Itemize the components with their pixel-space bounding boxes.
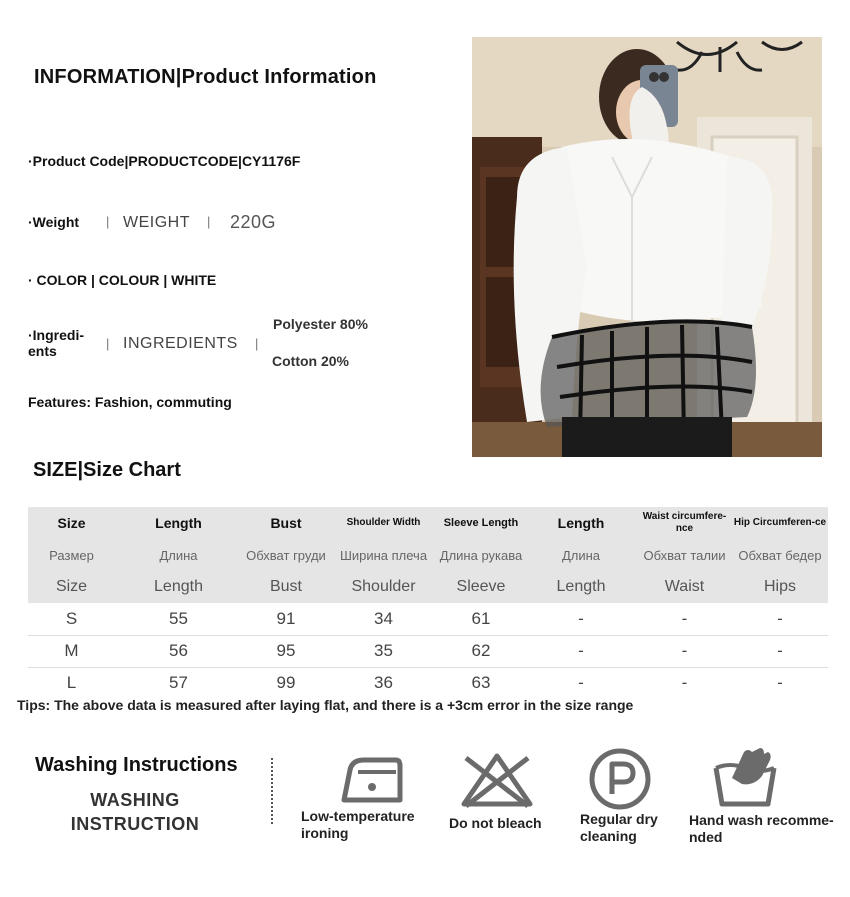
table-cell: 55 [115,603,242,635]
header-cell: Размер [28,539,115,571]
table-cell: 61 [437,603,525,635]
header-cell: Hips [732,571,828,603]
header-cell: Length [525,507,637,539]
ingredients-word: INGREDIENTS [123,335,238,352]
table-cell: - [578,673,584,693]
dry-clean-icon [587,746,657,806]
product-photo [472,37,822,457]
header-cell: Обхват груди [242,539,330,571]
header-cell: Shoulder Width [330,507,437,539]
washing-subtitle: WASHING [90,790,180,810]
weight-value: 220G [230,212,277,232]
table-cell: S [28,603,115,635]
product-code: ·Product Code|PRODUCTCODE|CY1176F [28,153,301,169]
table-cell: - [525,635,637,667]
table-cell: 34 [330,603,437,635]
weight-separator: | [207,214,211,229]
header-cell: Sleeve [437,571,525,603]
wash-label-line: nded [689,829,723,845]
header-cell: Длина [115,539,242,571]
wash-label-line: Regular dry [580,811,658,827]
color-line: · COLOR | COLOUR | WHITE [28,272,217,288]
header-cell: Bust [242,571,330,603]
header-cell: Длина рукава [437,539,525,571]
wash-label-line: Low-temperature [301,808,415,824]
header-cell: Sleeve Length [437,507,525,539]
table-cell: - [732,635,828,667]
header-cell: Length [115,507,242,539]
table-cell: L [66,673,77,693]
header-cell: Обхват бедер [732,539,828,571]
table-cell: 57 [169,673,188,693]
no-bleach-icon [460,750,530,810]
ingredient-polyester: Polyester 80% [273,316,368,332]
wash-label-line: Do not bleach [449,815,542,831]
table-cell: - [681,673,688,693]
table-cell: 99 [276,673,296,693]
wash-label-iron [301,808,415,842]
header-cell: Обхват талии [637,539,732,571]
header-cell: Length [115,571,242,603]
wash-label-line: cleaning [580,828,637,844]
header-cell: Длина [525,539,637,571]
washing-title: Washing Instructions [35,754,238,776]
table-cell: - [732,603,828,635]
info-title: INFORMATION|Product Information [34,66,377,88]
wash-label-line: ironing [301,825,349,841]
washing-subtitle: INSTRUCTION [70,814,200,834]
header-cell: Hip Circumferen-ce [732,507,828,539]
hand-wash-icon [712,746,782,806]
header-row-ru [28,539,828,571]
header-row-en [28,507,828,539]
features-line: Features: Fashion, commuting [28,394,232,410]
size-chart-title: SIZE|Size Chart [33,459,181,481]
wash-label-dry-clean [580,811,658,845]
table-row [28,667,828,699]
table-cell: 62 [437,635,525,667]
divider [271,758,273,824]
ingredient-cotton: Cotton 20% [272,353,349,369]
table-row [28,603,828,635]
ingredients-label: ·Ingredi-ents [28,327,84,359]
table-cell: 95 [242,635,330,667]
wash-label-line: Hand wash recomme- [689,812,834,828]
table-cell: 91 [242,603,330,635]
table-cell: 35 [330,635,437,667]
size-chart-table [28,507,828,699]
weight-word: WEIGHT [123,214,190,231]
wash-label-no-bleach [449,815,542,832]
weight-separator: | [106,214,110,229]
table-cell: - [777,673,783,693]
header-cell: Bust [242,507,330,539]
header-cell: Waist circumfere-nce [637,507,732,539]
wash-label-hand-wash [689,812,834,846]
header-cell: Size [28,571,115,603]
weight-label: ·Weight [28,214,80,230]
header-cell: Size [28,507,115,539]
table-cell: - [525,603,637,635]
table-cell: - [637,603,732,635]
header-cell: Length [525,571,637,603]
table-cell: 63 [471,673,491,693]
header-row-short [28,571,828,603]
header-cell: Shoulder [330,571,437,603]
iron-icon [336,752,406,812]
ingredients-separator: | [106,336,110,351]
table-row [28,635,828,667]
header-cell: Waist [637,571,732,603]
ingredients-separator: | [255,336,259,351]
header-cell: Ширина плеча [330,539,437,571]
table-cell: M [28,635,115,667]
table-cell: 36 [374,673,393,693]
table-cell: 56 [115,635,242,667]
table-cell: - [637,635,732,667]
size-tips: Tips: The above data is measured after laying flat, and there is a +3cm error in the size range [17,697,634,713]
